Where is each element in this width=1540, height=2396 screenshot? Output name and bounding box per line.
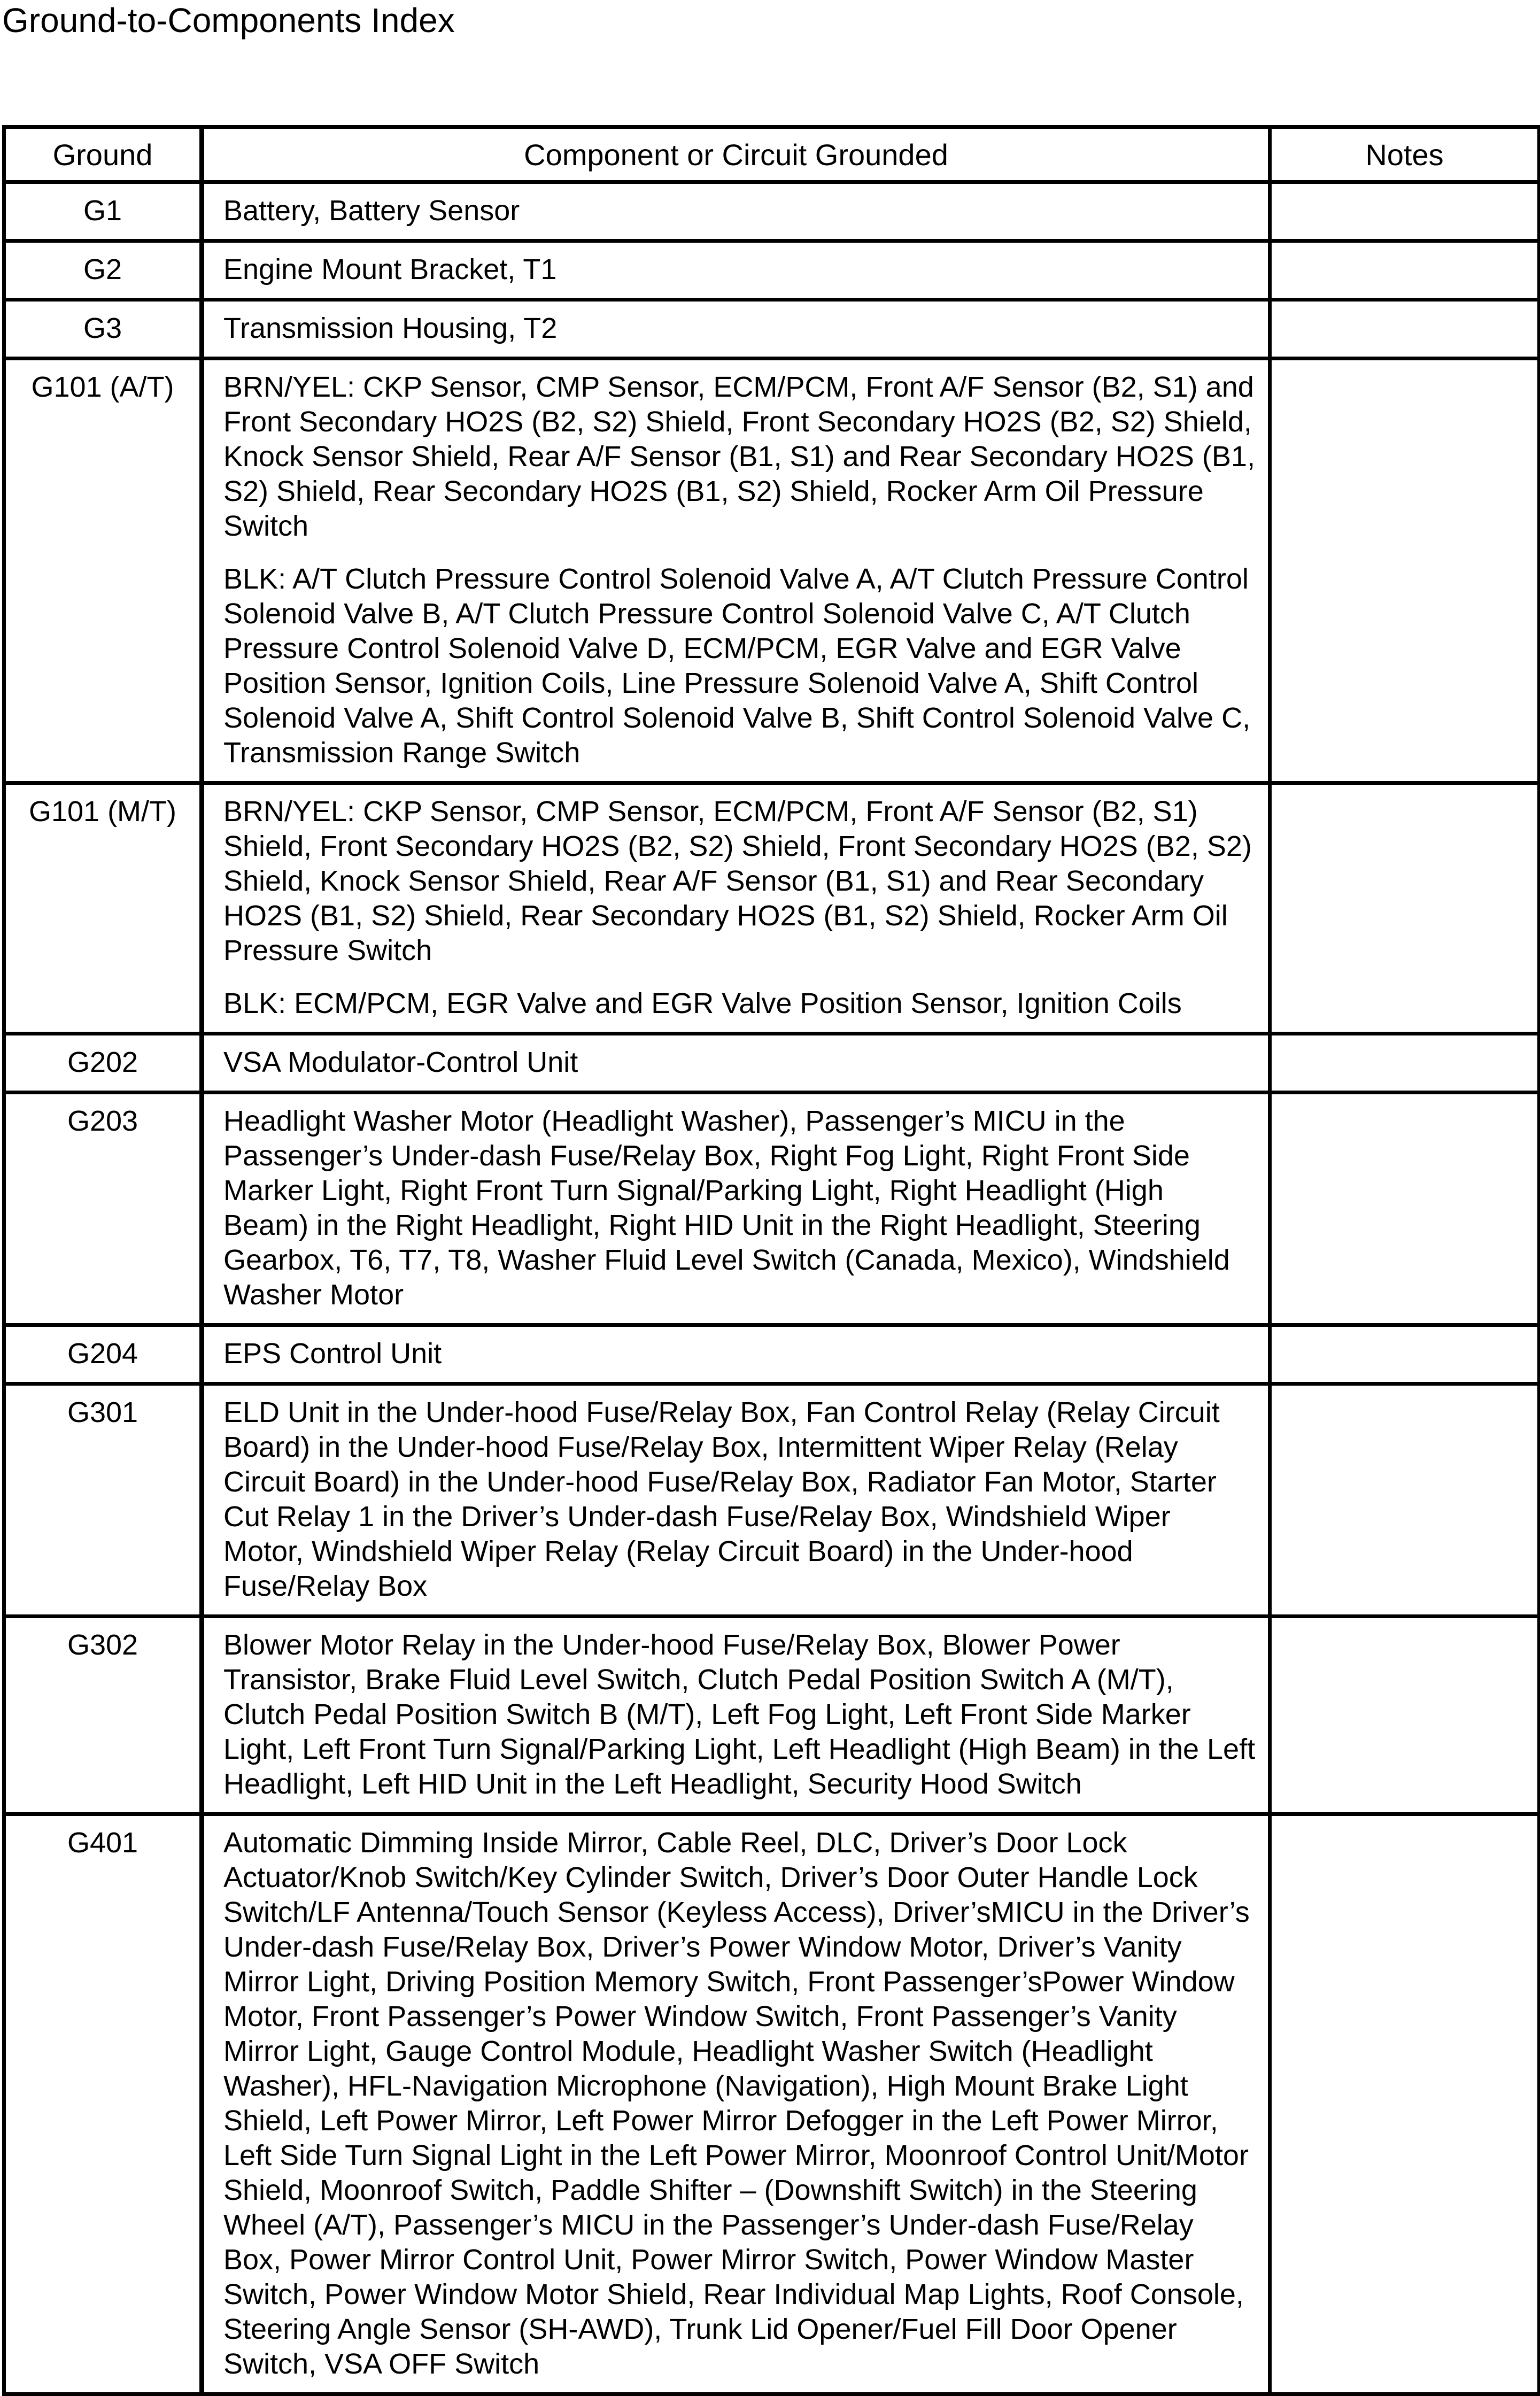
ground-cell: G101 (M/T): [4, 783, 202, 1034]
component-cell: [202, 182, 1270, 241]
ground-cell: G204: [4, 1325, 202, 1384]
component-paragraph: VSA Modulator-Control Unit: [223, 1046, 578, 1078]
ground-cell: G202: [4, 1034, 202, 1093]
ground-cell: G101 (A/T): [4, 359, 202, 783]
component-paragraph: Blower Motor Relay in the Under-hood Fuse/Relay Box, Blower Power Transistor, Brake Fluid Level Switch, Clutch Pedal Position Switch A (M/T), Clutch Pedal Position Switch B (M/T), Left Fog Light, Left Front Side Marker Light, Left Front Turn Signal/Parking Light, Left Headlight (High Beam) in the Left Headlight, Left HID Unit in the Left Headlight, Security Hood Switch: [223, 1629, 1256, 1800]
notes-cell: [1270, 1093, 1539, 1325]
component-cell: [202, 359, 1270, 783]
component-paragraph: EPS Control Unit: [223, 1338, 442, 1370]
table-body: [4, 182, 1539, 2394]
header-notes: Notes: [1270, 127, 1539, 182]
notes-cell: [1270, 241, 1539, 300]
component-cell: [202, 1384, 1270, 1617]
table-row: [4, 1325, 1539, 1384]
header-ground: Ground: [4, 127, 202, 182]
notes-cell: [1270, 1814, 1539, 2394]
notes-cell: [1270, 783, 1539, 1034]
notes-cell: [1270, 1384, 1539, 1617]
notes-cell: [1270, 1325, 1539, 1384]
table-row: [4, 1617, 1539, 1814]
component-cell: [202, 1617, 1270, 1814]
table-row: [4, 1093, 1539, 1325]
notes-cell: [1270, 1034, 1539, 1093]
ground-cell: G1: [4, 182, 202, 241]
table-row: [4, 359, 1539, 783]
component-paragraph: Transmission Housing, T2: [223, 312, 558, 344]
component-cell: [202, 300, 1270, 359]
notes-cell: [1270, 182, 1539, 241]
component-cell: [202, 783, 1270, 1034]
ground-index-table: [2, 125, 1540, 2396]
table-row: [4, 182, 1539, 241]
ground-cell: G3: [4, 300, 202, 359]
table-row: [4, 783, 1539, 1034]
component-paragraph: Automatic Dimming Inside Mirror, Cable Reel, DLC, Driver’s Door Lock Actuator/Knob Switch/Key Cylinder Switch, Driver’s Door Outer Handle Lock Switch/LF Antenna/Touch Sensor (Keyless Access), Driver’sMICU in the Driver’s Under-dash Fuse/Relay Box, Driver’s Power Window Motor, Driver’s Vanity Mirror Light, Driving Position Memory Switch, Front Passenger’sPower Window Motor, Front Passenger’s Power Window Switch, Front Passenger’s Vanity Mirror Light, Gauge Control Module, Headlight Washer Switch (Headlight Washer), HFL-Navigation Microphone (Navigation), High Mount Brake Light Shield, Left Power Mirror, Left Power Mirror Defogger in the Left Power Mirror, Left Side Turn Signal Light in the Left Power Mirror, Moonroof Control Unit/Motor Shield, Moonroof Switch, Paddle Shifter – (Downshift Switch) in the Steering Wheel (A/T), Passenger’s MICU in the Passenger’s Under-dash Fuse/Relay Box, Power Mirror Control Unit, Power Mirror Switch, Power Window Master Switch, Power Window Motor Shield, Rear Individual Map Lights, Roof Console, Steering Angle Sensor (SH-AWD), Trunk Lid Opener/Fuel Fill Door Opener Switch, VSA OFF Switch: [223, 1827, 1250, 2380]
ground-cell: G302: [4, 1617, 202, 1814]
component-cell: [202, 1093, 1270, 1325]
ground-cell: G2: [4, 241, 202, 300]
notes-cell: [1270, 300, 1539, 359]
component-cell: [202, 241, 1270, 300]
table-row: [4, 1814, 1539, 2394]
component-paragraph: BRN/YEL: CKP Sensor, CMP Sensor, ECM/PCM, Front A/F Sensor (B2, S1) and Front Secondary HO2S (B2, S2) Shield, Front Secondary HO2S (B2, S2) Shield, Knock Sensor Shield, Rear A/F Sensor (B1, S1) and Rear Secondary HO2S (B1, S2) Shield, Rear Secondary HO2S (B1, S2) Shield, Rocker Arm Oil Pressure Switch: [223, 371, 1255, 542]
component-paragraph: BRN/YEL: CKP Sensor, CMP Sensor, ECM/PCM, Front A/F Sensor (B2, S1) Shield, Front Secondary HO2S (B2, S2) Shield, Front Secondary HO2S (B2, S2) Shield, Knock Sensor Shield, Rear A/F Sensor (B1, S1) and Rear Secondary HO2S (B1, S2) Shield, Rear Secondary HO2S (B1, S2) Shield, Rocker Arm Oil Pressure Switch: [223, 795, 1252, 967]
page-title: Ground-to-Components Index: [2, 1, 455, 40]
ground-cell: G401: [4, 1814, 202, 2394]
component-cell: [202, 1034, 1270, 1093]
notes-cell: [1270, 359, 1539, 783]
table-row: [4, 1034, 1539, 1093]
component-paragraph: ELD Unit in the Under-hood Fuse/Relay Box, Fan Control Relay (Relay Circuit Board) in the Under-hood Fuse/Relay Box, Intermittent Wiper Relay (Relay Circuit Board) in the Under-hood Fuse/Relay Box, Radiator Fan Motor, Starter Cut Relay 1 in the Driver’s Under-dash Fuse/Relay Box, Windshield Wiper Motor, Windshield Wiper Relay (Relay Circuit Board) in the Under-hood Fuse/Relay Box: [223, 1396, 1220, 1602]
table-row: [4, 300, 1539, 359]
table-header-row: [4, 127, 1539, 182]
header-component: Component or Circuit Grounded: [202, 127, 1270, 182]
table-row: [4, 241, 1539, 300]
component-cell: [202, 1814, 1270, 2394]
ground-cell: G301: [4, 1384, 202, 1617]
component-paragraph: Battery, Battery Sensor: [223, 195, 520, 227]
component-paragraph: BLK: ECM/PCM, EGR Valve and EGR Valve Position Sensor, Ignition Coils: [223, 987, 1182, 1019]
component-paragraph: BLK: A/T Clutch Pressure Control Solenoid Valve A, A/T Clutch Pressure Control Solenoid Valve B, A/T Clutch Pressure Control Solenoid Valve C, A/T Clutch Pressure Control Solenoid Valve D, ECM/PCM, EGR Valve and EGR Valve Position Sensor, Ignition Coils, Line Pressure Solenoid Valve A, Shift Control Solenoid Valve A, Shift Control Solenoid Valve B, Shift Control Solenoid Valve C, Transmission Range Switch: [223, 563, 1251, 769]
component-paragraph: Headlight Washer Motor (Headlight Washer), Passenger’s MICU in the Passenger’s Under-dash Fuse/Relay Box, Right Fog Light, Right Front Side Marker Light, Right Front Turn Signal/Parking Light, Right Headlight (High Beam) in the Right Headlight, Right HID Unit in the Right Headlight, Steering Gearbox, T6, T7, T8, Washer Fluid Level Switch (Canada, Mexico), Windshield Washer Motor: [223, 1105, 1230, 1311]
notes-cell: [1270, 1617, 1539, 1814]
table-row: [4, 1384, 1539, 1617]
component-paragraph: Engine Mount Bracket, T1: [223, 253, 557, 285]
ground-cell: G203: [4, 1093, 202, 1325]
component-cell: [202, 1325, 1270, 1384]
